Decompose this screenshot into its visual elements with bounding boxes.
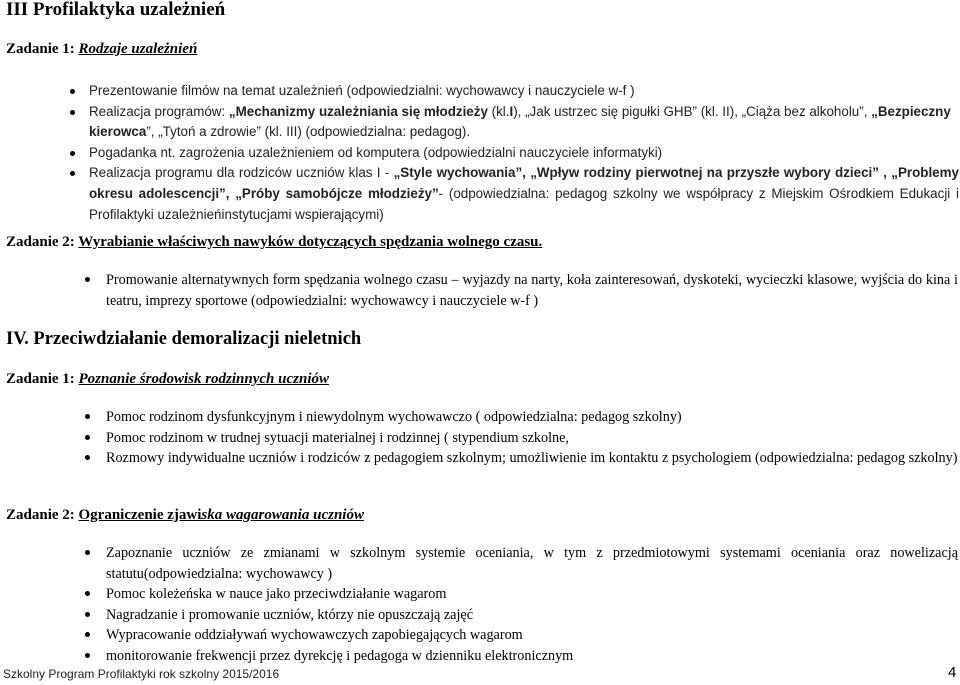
section-4-heading: IV. Przeciwdziałanie demoralizacji nieletnich: [6, 329, 362, 349]
list-item: [89, 102, 959, 143]
list-item: Zapoznanie uczniów ze zmianami w szkolnym systemie oceniania, w tym z przedmiotowymi systemami oceniania oraz nowelizacją statutu(odpowiedzialna: wychowawcy ): [106, 543, 958, 584]
bullet-list: [106, 407, 958, 469]
list-item: Pomoc rodzinom w trudnej sytuacji materialnej i rodzinnej ( stypendium szkolne,: [106, 428, 958, 449]
class-number: I: [509, 103, 514, 119]
list-item: Promowanie alternatywnych form spędzania wolnego czasu – wyjazdy na narty, koła zainteresowań, dyskoteki, wycieczki klasowe, wyjścia do kina i teatru, imprezy sportowe (odpowiedzialni: wychowawcy i nauczyciele w-f ): [106, 270, 958, 311]
task-label: Zadanie 1:: [6, 41, 79, 57]
list-item: [89, 163, 959, 225]
task-title: Wyrabianie właściwych nawyków dotyczących spędzania wolnego czasu.: [78, 234, 543, 250]
task-label: Zadanie 2:: [6, 507, 79, 523]
list-item: Rozmowy indywidualne uczniów i rodziców z pedagogiem szkolnym; umożliwienie im kontaktu z psychologiem (odpowiedzialna: pedagog szkolny): [106, 448, 958, 469]
list-item-text: ”, „Tytoń a zdrowie” (kl. III) (odpowiedzialna: pedagog).: [146, 124, 471, 140]
list-item: Wypracowanie oddziaływań wychowawczych zapobiegających wagarom: [106, 625, 958, 646]
list-item: [89, 81, 959, 102]
list-item-text: - (odpowiedzialna: pedagog szkolny we współpracy z Miejskim Ośrodkiem Edukacji i Profilaktyki uzależnieńinstytucjami wspierającymi): [89, 185, 959, 222]
section-3-heading: III Profilaktyka uzależnień: [6, 0, 226, 20]
list-item: [89, 143, 959, 164]
task-heading: [6, 41, 197, 58]
task-heading: [6, 371, 329, 388]
list-item-text: ), „Jak ustrzec się pigułki GHB” (kl. II), „Ciąża bez alkoholu”,: [513, 103, 872, 119]
list-item-text: Realizacja programu dla rodziców uczniów klas I -: [89, 165, 394, 181]
task-label: Zadanie 2:: [6, 234, 79, 250]
list-item-text: Prezentowanie filmów na temat uzależnień (odpowiedzialni: wychowawcy i nauczyciele w-f ): [89, 83, 635, 98]
page-footer: Szkolny Program Profilaktyki rok szkolny 2015/2016: [3, 667, 280, 681]
list-item: Nagradzanie i promowanie uczniów, którzy nie opuszczają zajęć: [106, 605, 958, 626]
list-item-text: (kl.: [487, 103, 510, 119]
task-heading: [6, 507, 364, 524]
list-item-text: Pogadanka nt. zagrożenia uzależnieniem od komputera (odpowiedzialni nauczyciele informatyki): [89, 144, 663, 160]
list-item: Pomoc koleżeńska w nauce jako przeciwdziałanie wagarom: [106, 584, 958, 605]
list-item: monitorowanie frekwencji przez dyrekcję i pedagoga w dzienniku elektronicznym: [106, 646, 958, 667]
bullet-list: [89, 81, 959, 225]
bullet-list: [106, 270, 958, 311]
bullet-list: [106, 543, 958, 666]
task-title-italic: ska wagarowania uczniów: [201, 507, 364, 523]
program-title: „Bezpieczny kierowca: [89, 103, 951, 140]
task-title: Rodzaje uzależnień: [78, 41, 198, 57]
program-titles: „Style wychowania”, „Wpływ rodziny pierwotnej na przyszłe wybory dzieci” , „Problemy okresu adolescencji”, „Próby samobójcze młodzieży”: [89, 165, 959, 201]
task-title: Ograniczenie zjawi: [78, 507, 202, 523]
task-label: Zadanie 1:: [6, 371, 79, 387]
task-title: Poznanie środowisk rodzinnych uczniów: [78, 371, 329, 387]
page-number: 4: [948, 664, 957, 681]
task-heading: [6, 234, 542, 251]
program-title: „Mechanizmy uzależniania się młodzieży: [228, 103, 488, 119]
list-item-text: Realizacja programów:: [89, 103, 229, 119]
list-item: Pomoc rodzinom dysfunkcyjnym i niewydolnym wychowawczo ( odpowiedzialna: pedagog szkolny): [106, 407, 958, 428]
